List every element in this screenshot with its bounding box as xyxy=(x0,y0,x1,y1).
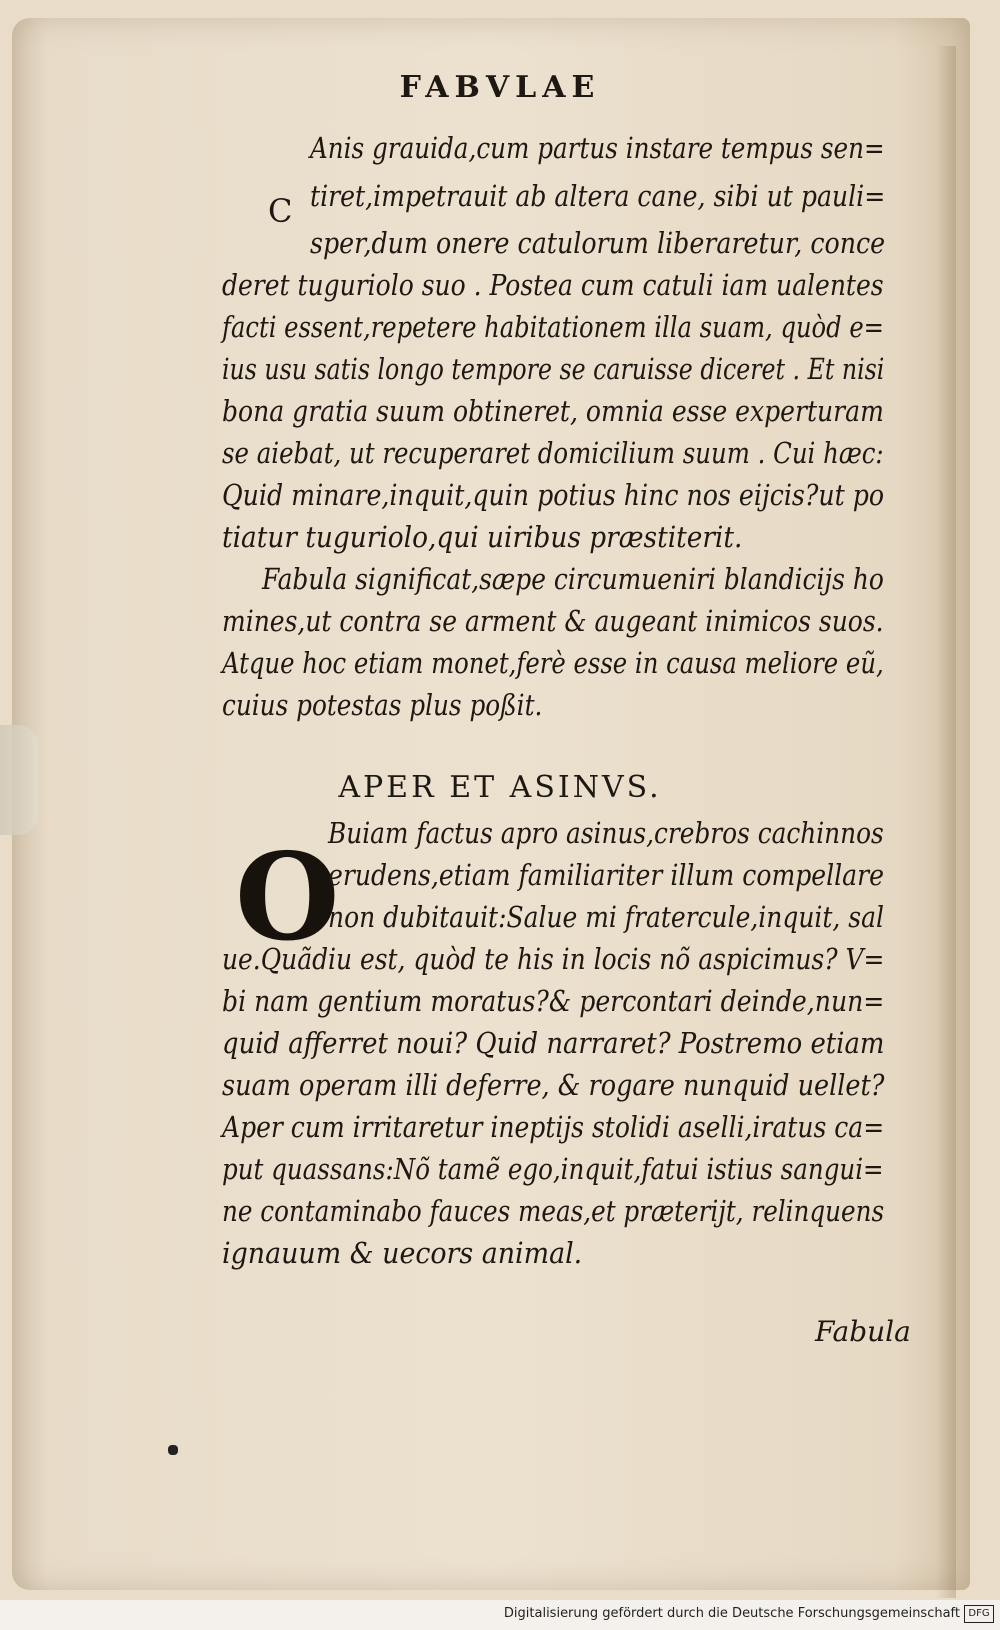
fable2-title: APER ET ASINVS. xyxy=(338,770,662,805)
fable2-line: Buiam factus apro asinus,crebros cachinnos xyxy=(328,817,884,850)
fable1-line: Atque hoc etiam monet,ferè esse in causa meliore eũ, xyxy=(222,647,884,680)
fable2-initial: O xyxy=(235,827,340,968)
running-head: FABVLAE xyxy=(399,70,601,105)
fable1-line: Anis grauida,cum partus instare tempus sen= xyxy=(310,132,885,165)
fable2-line: put quassans:Nõ tamẽ ego,inquit,fatui istius sangui= xyxy=(222,1153,884,1186)
fable1-line: cuius potestas plus poßit. xyxy=(222,689,543,722)
fable1-line: tiret,impetrauit ab altera cane, sibi ut pauli= xyxy=(310,180,886,213)
fable1-line: sper,dum onere catulorum liberaretur, conce xyxy=(310,227,886,260)
fable2-line: Aper cum irritaretur ineptijs stolidi aselli,iratus ca= xyxy=(222,1111,885,1144)
fable1-line: tiatur tuguriolo,qui uiribus præstiterit. xyxy=(222,521,743,554)
fable1-initial: C xyxy=(268,192,293,230)
fable1-line: se aiebat, ut recuperaret domicilium suum . Cui hæc: xyxy=(222,437,884,470)
fable2-line: bi nam gentium moratus?& percontari deinde,nun= xyxy=(222,985,885,1018)
fable1-line: deret tuguriolo suo . Postea cum catuli iam ualentes xyxy=(222,269,884,302)
catchword: Fabula xyxy=(815,1315,911,1348)
fable2-line: ne contaminabo fauces meas,et præterijt, relinquens xyxy=(222,1195,885,1228)
fable1-line: mines,ut contra se arment & augeant inimicos suos. xyxy=(222,605,884,638)
fable2-line: erudens,etiam familiariter illum compellare xyxy=(328,859,884,892)
fable2-line: ignauum & uecors animal. xyxy=(222,1237,583,1270)
fable1-line: ius usu satis longo tempore se caruisse diceret . Et nisi xyxy=(222,353,885,386)
dfg-logo: DFG xyxy=(964,1605,994,1623)
page-gutter xyxy=(936,46,956,1598)
fable1-line: bona gratia suum obtineret, omnia esse experturam xyxy=(222,395,884,428)
footer-bar xyxy=(0,1600,1000,1630)
fable2-line: ue.Quãdiu est, quòd te his in locis nõ aspicimus? V= xyxy=(222,943,885,976)
ink-mark xyxy=(168,1445,178,1455)
fable1-line: Quid minare,inquit,quin potius hinc nos eijcis?ut po xyxy=(222,479,885,512)
fable2-line: non dubitauit:Salue mi fratercule,inquit, sal xyxy=(328,901,884,934)
fable2-line: suam operam illi deferre, & rogare nunquid uellet? xyxy=(222,1069,885,1102)
fable1-line: facti essent,repetere habitationem illa suam, quòd e= xyxy=(222,311,884,344)
fable2-line: quid afferret noui? Quid narraret? Postremo etiam xyxy=(222,1027,885,1060)
footer-text: Digitalisierung gefördert durch die Deutsche Forschungsgemeinschaft xyxy=(503,1606,960,1621)
fable1-line: Fabula significat,sæpe circumueniri blandicijs ho xyxy=(262,563,884,596)
